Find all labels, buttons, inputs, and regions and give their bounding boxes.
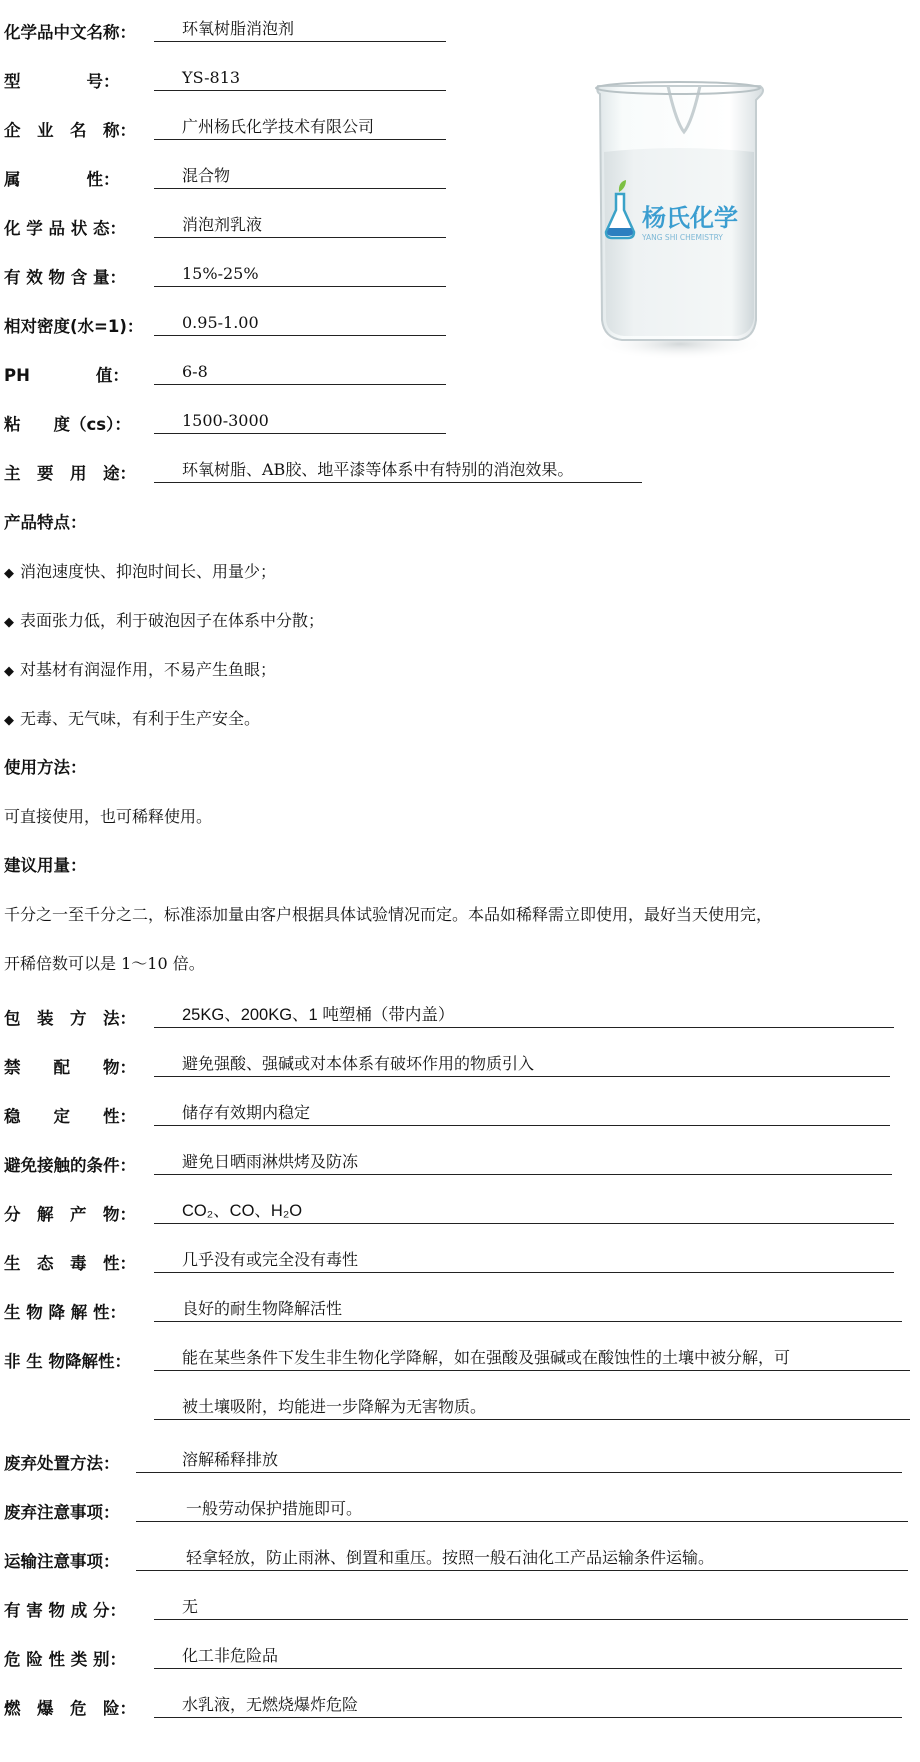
field-value: 混合物	[154, 165, 446, 189]
field-chinese-name	[4, 14, 136, 44]
field-label: 有 效 物 含 量：	[4, 268, 126, 287]
field-abiotic-degradation	[4, 1343, 131, 1373]
field-label: 危 险 性 类 别：	[4, 1650, 126, 1669]
field-label: 化 学 品 状 态：	[4, 219, 126, 238]
field-value: 一般劳动保护措施即可。	[136, 1498, 908, 1522]
field-value: 15%-25%	[154, 263, 446, 287]
diamond-bullet-icon: ◆	[4, 664, 14, 679]
feature-item	[4, 561, 276, 585]
features-heading: 产品特点：	[4, 513, 87, 532]
field-model	[4, 63, 120, 93]
feature-item	[4, 708, 260, 732]
field-value: 广州杨氏化学技术有限公司	[154, 116, 446, 140]
field-usage	[4, 455, 136, 485]
field-company	[4, 112, 136, 142]
feature-item	[4, 659, 276, 683]
dosage-heading: 建议用量：	[4, 856, 87, 875]
field-ecotoxicity	[4, 1245, 136, 1275]
field-explosion-hazard	[4, 1690, 136, 1720]
field-value: 无	[154, 1596, 908, 1620]
brand-name: 杨氏化学	[642, 204, 738, 232]
field-incompatible	[4, 1049, 136, 1079]
field-label: 生 态 毒 性：	[4, 1254, 136, 1273]
field-label: 稳 定 性：	[4, 1107, 136, 1126]
usage-text: 可直接使用，也可稀释使用。	[4, 807, 213, 826]
field-label: 运输注意事项：	[4, 1552, 120, 1571]
feature-item	[4, 610, 324, 634]
field-label: 属 性：	[4, 170, 120, 189]
field-property	[4, 161, 120, 191]
field-label: 避免接触的条件：	[4, 1156, 136, 1175]
dosage-text-line1: 千分之一至千分之二，标准添加量由客户根据具体试验情况而定。本品如稀释需立即使用，最好当天使用完，	[4, 905, 773, 924]
field-label: 化学品中文名称：	[4, 23, 136, 42]
diamond-bullet-icon: ◆	[4, 713, 14, 728]
diamond-bullet-icon: ◆	[4, 615, 14, 630]
field-value: 0.95-1.00	[154, 312, 446, 336]
field-value-continued: 被土壤吸附，均能进一步降解为无害物质。	[154, 1396, 910, 1420]
brand-subtitle: YANG SHI CHEMISTRY	[642, 233, 723, 242]
diamond-bullet-icon: ◆	[4, 566, 14, 581]
usage-heading: 使用方法：	[4, 758, 87, 777]
field-avoid-conditions	[4, 1147, 136, 1177]
field-stability	[4, 1098, 136, 1128]
feature-text: 对基材有润湿作用，不易产生鱼眼；	[20, 660, 277, 679]
field-density	[4, 308, 143, 338]
field-value: CO₂、CO、H₂O	[154, 1200, 894, 1224]
feature-text: 无毒、无气味，有利于生产安全。	[20, 709, 261, 728]
field-state	[4, 210, 126, 240]
feature-text: 消泡速度快、抑泡时间长、用量少；	[20, 562, 277, 581]
field-label: 相对密度(水=1)：	[4, 317, 144, 336]
field-ph	[4, 357, 129, 387]
field-label: PH 值：	[4, 366, 129, 385]
field-value: 消泡剂乳液	[154, 214, 446, 238]
field-value: YS-813	[154, 67, 446, 91]
field-value: 避免强酸、强碱或对本体系有破坏作用的物质引入	[154, 1053, 890, 1077]
field-value: 环氧树脂消泡剂	[154, 18, 446, 42]
beaker-liquid	[604, 148, 754, 336]
feature-text: 表面张力低，利于破泡因子在体系中分散；	[20, 611, 325, 630]
field-disposal	[4, 1445, 120, 1475]
field-value: 25KG、200KG、1 吨塑桶（带内盖）	[154, 1004, 894, 1028]
field-label: 非 生 物降解性：	[4, 1352, 131, 1371]
field-label: 型 号：	[4, 72, 120, 91]
product-beaker-image	[588, 72, 788, 372]
field-value: 几乎没有或完全没有毒性	[154, 1249, 894, 1273]
dosage-text-line2: 开稀倍数可以是 1～10 倍。	[4, 954, 205, 973]
field-label: 废弃处置方法：	[4, 1454, 120, 1473]
field-label: 主 要 用 途：	[4, 464, 136, 483]
field-value: 储存有效期内稳定	[154, 1102, 890, 1126]
field-label: 燃 爆 危 险：	[4, 1699, 136, 1718]
field-label: 有 害 物 成 分：	[4, 1601, 126, 1620]
field-value: 避免日晒雨淋烘烤及防冻	[154, 1151, 892, 1175]
field-label: 分 解 产 物：	[4, 1205, 136, 1224]
field-transport-notes	[4, 1543, 120, 1573]
field-decomposition	[4, 1196, 136, 1226]
field-biodegradability	[4, 1294, 126, 1324]
field-value: 1500-3000	[154, 410, 446, 434]
field-hazard-class	[4, 1641, 126, 1671]
field-label: 企 业 名 称：	[4, 121, 136, 140]
field-content	[4, 259, 126, 289]
field-label: 粘 度（cs）：	[4, 415, 131, 434]
field-disposal-notes	[4, 1494, 120, 1524]
field-label: 生 物 降 解 性：	[4, 1303, 126, 1322]
field-value: 溶解稀释排放	[136, 1449, 902, 1473]
field-value: 环氧树脂、AB胶、地平漆等体系中有特别的消泡效果。	[154, 459, 642, 483]
field-value: 良好的耐生物降解活性	[154, 1298, 902, 1322]
field-value: 能在某些条件下发生非生物化学降解，如在强酸及强碱或在酸蚀性的土壤中被分解，可	[154, 1347, 910, 1371]
field-label: 包 装 方 法：	[4, 1009, 136, 1028]
field-label: 禁 配 物：	[4, 1058, 136, 1077]
field-label: 废弃注意事项：	[4, 1503, 120, 1522]
field-value: 6-8	[154, 361, 446, 385]
field-value: 轻拿轻放，防止雨淋、倒置和重压。按照一般石油化工产品运输条件运输。	[136, 1547, 908, 1571]
field-hazardous-components	[4, 1592, 126, 1622]
field-value: 水乳液，无燃烧爆炸危险	[154, 1694, 902, 1718]
field-value: 化工非危险品	[154, 1645, 902, 1669]
flask-liquid-icon	[607, 228, 633, 236]
field-packaging	[4, 1000, 136, 1030]
field-viscosity	[4, 406, 131, 436]
